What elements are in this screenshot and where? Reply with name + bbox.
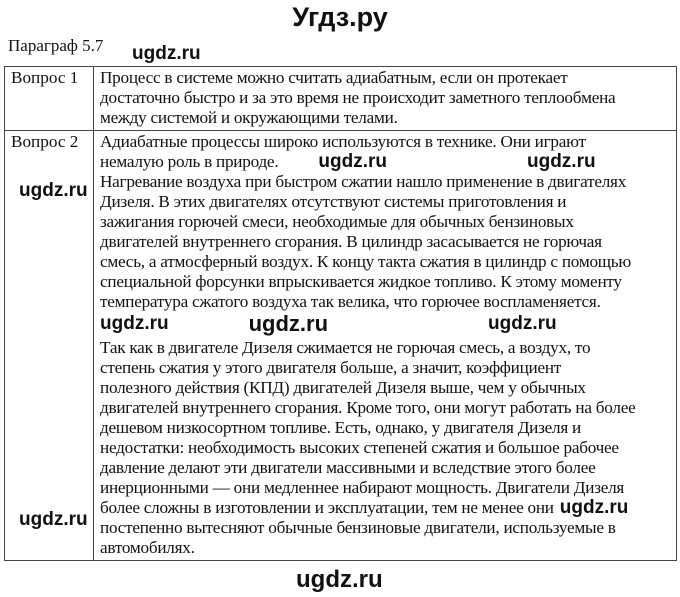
question-cell: [5, 131, 94, 561]
answer-cell: [94, 67, 677, 131]
answer-line: специальной форсунки впрыскивается жидкое топливо. К этому моменту: [100, 272, 622, 291]
answer-line: недостатки: необходимость высоких степеней сжатия и большое рабочее: [100, 438, 619, 457]
answer-line: двигателей внутреннего сгорания. В цилиндр засасывается не горючая: [100, 232, 602, 251]
site-title: Угдз.ру: [292, 2, 388, 32]
answer-line: инерционными — они медленнее набирают мощность. Двигатели Дизеля: [100, 478, 625, 497]
answers-table: [4, 66, 677, 561]
paragraph-heading: Параграф 5.7: [8, 36, 104, 55]
watermark: ugdz.ru: [526, 151, 596, 172]
table-row: [5, 131, 677, 561]
answer-line: автомобилях.: [100, 538, 195, 557]
answer-line: температура сжатого воздуха так велика, что горючее воспламеняется.: [100, 292, 601, 311]
question-cell: [5, 67, 94, 131]
answer-line: Процесс в системе можно считать адиабатным, если он протекает: [100, 68, 568, 87]
answer-line: полезного действия (КПД) двигателей Дизеля выше, чем у обычных: [100, 378, 586, 397]
table-row: [5, 67, 677, 131]
watermark: ugdz.ru: [132, 43, 201, 64]
answer-line: Нагревание воздуха при быстром сжатии нашло применение в двигателях: [100, 172, 627, 191]
answer-line: степень сжатия у этого двигателя больше, а значит, коэффициент: [100, 358, 562, 377]
answer-line: давление делают эти двигатели массивными и вследствие этого более: [100, 458, 596, 477]
answer-line: достаточно быстро и за это время не происходит заметного теплообмена: [100, 88, 616, 107]
watermark: ugdz.ru: [488, 313, 557, 334]
answer-cell: [94, 131, 677, 561]
answer-line: Дизеля. В этих двигателях отсутствуют системы приготовления и: [100, 192, 567, 211]
watermark: ugdz.ru: [19, 180, 88, 201]
answer-line: немалую роль в природе. ugdz.ru ugdz.ru: [100, 151, 596, 172]
question-label: Вопрос 2: [11, 132, 79, 151]
answer-line: постепенно вытесняют обычные бензиновые двигатели, используемые в: [100, 518, 616, 537]
watermark: ugdz.ru: [248, 311, 329, 336]
blank-line: [100, 312, 670, 338]
answer-line: зажигания горючей смеси, необходимые для обычных бензиновых: [100, 212, 574, 231]
question-label: Вопрос 1: [11, 68, 79, 87]
answer-line: смесь, а атмосферный воздух. К концу такта сжатия в цилиндр с помощью: [100, 252, 631, 271]
watermark: ugdz.ru: [296, 566, 383, 593]
answer-line: Адиабатные процессы широко используются в технике. Они играют: [100, 132, 586, 151]
answer-line: дешевом низкосортном топливе. Есть, однако, у двигателя Дизеля и: [100, 418, 582, 437]
answer-line: более сложны в изготовлении и эксплуатации, тем не менее они ugdz.ru: [100, 497, 629, 518]
watermark: ugdz.ru: [318, 151, 387, 172]
watermark: ugdz.ru: [100, 313, 169, 334]
answer-line: двигателей внутреннего сгорания. Кроме того, они могут работать на более: [100, 398, 636, 417]
answer-line: Так как в двигателе Дизеля сжимается не горючая смесь, а воздух, то: [100, 338, 591, 357]
watermark: ugdz.ru: [19, 509, 88, 530]
answer-line: между системой и окружающими телами.: [100, 108, 398, 127]
watermark: ugdz.ru: [559, 497, 629, 518]
